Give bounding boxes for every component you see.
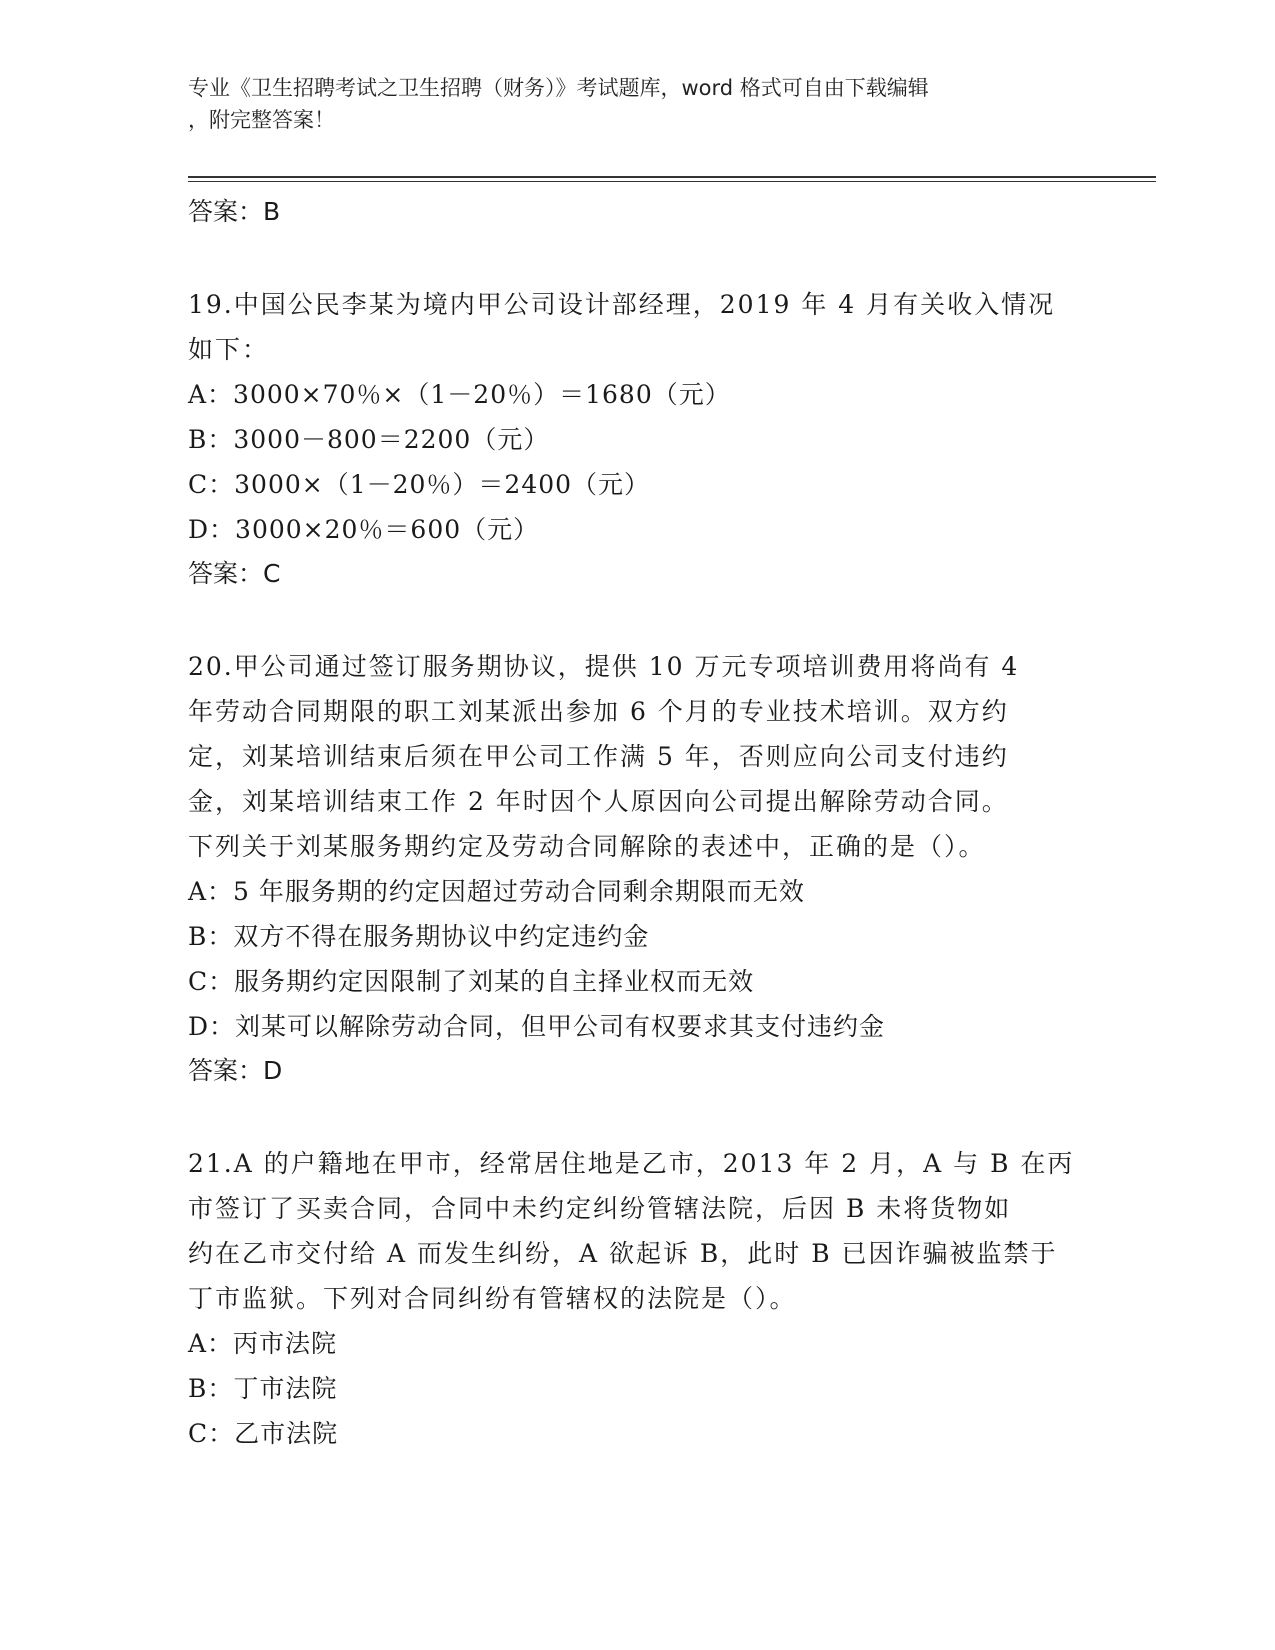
option-a: A：5 年服务期的约定因超过劳动合同剩余期限而无效 (188, 877, 805, 906)
answer-label: 答案：B (188, 197, 281, 226)
option-c: C：3000×（1－20％）＝2400（元） (188, 470, 651, 499)
question-20 (188, 644, 1088, 1093)
option-d: D：3000×20％＝600（元） (188, 515, 540, 544)
spacer (188, 1093, 1088, 1141)
question-stem-line: 19.中国公民李某为境内甲公司设计部经理，2019 年 4 月有关收入情况 (188, 290, 1056, 319)
page-header (188, 72, 1088, 136)
question-stem-line: 年劳动合同期限的职工刘某派出参加 6 个月的专业技术培训。双方约 (188, 697, 1009, 726)
question-19 (188, 282, 1088, 596)
question-stem-line: 如下： (188, 335, 270, 364)
question-21 (188, 1141, 1088, 1456)
option-c: C：乙市法院 (188, 1419, 339, 1448)
option-d: D：刘某可以解除劳动合同，但甲公司有权要求其支付违约金 (188, 1012, 886, 1041)
question-stem-line: 约在乙市交付给 A 而发生纠纷，A 欲起诉 B，此时 B 已因诈骗被监禁于 (188, 1239, 1058, 1268)
question-stem-line: 21.A 的户籍地在甲市，经常居住地是乙市，2013 年 2 月，A 与 B 在丙 (188, 1149, 1075, 1178)
option-a: A：丙市法院 (188, 1329, 338, 1358)
option-a: A：3000×70％×（1－20％）＝1680（元） (188, 380, 731, 409)
header-divider (188, 176, 1156, 178)
answer-label: 答案：D (188, 1056, 283, 1085)
option-b: B：丁市法院 (188, 1374, 338, 1403)
answer-label: 答案：C (188, 559, 281, 588)
header-divider-thin (188, 181, 1156, 182)
option-c: C：服务期约定因限制了刘某的自主择业权而无效 (188, 967, 755, 996)
option-b: B：3000－800＝2200（元） (188, 425, 550, 454)
header-line: 专业《卫生招聘考试之卫生招聘（财务）》考试题库，word 格式可自由下载编辑 (188, 76, 929, 100)
spacer (188, 234, 1088, 282)
question-stem-line: 定，刘某培训结束后须在甲公司工作满 5 年，否则应向公司支付违约 (188, 742, 1009, 771)
question-stem-line: 市签订了买卖合同，合同中未约定纠纷管辖法院，后因 B 未将货物如 (188, 1194, 1012, 1223)
question-list (188, 190, 1088, 1456)
header-line: ，附完整答案！ (188, 108, 335, 132)
spacer (188, 596, 1088, 644)
option-b: B：双方不得在服务期协议中约定违约金 (188, 922, 650, 951)
question-stem-line: 金，刘某培训结束工作 2 年时因个人原因向公司提出解除劳动合同。 (188, 787, 1009, 816)
question-stem-line: 丁市监狱。下列对合同纠纷有管辖权的法院是（）。 (188, 1284, 797, 1313)
question-stem-line: 20.甲公司通过签订服务期协议，提供 10 万元专项培训费用将尚有 4 (188, 652, 1020, 681)
question-stem-line: 下列关于刘某服务期约定及劳动合同解除的表述中，正确的是（）。 (188, 832, 986, 861)
